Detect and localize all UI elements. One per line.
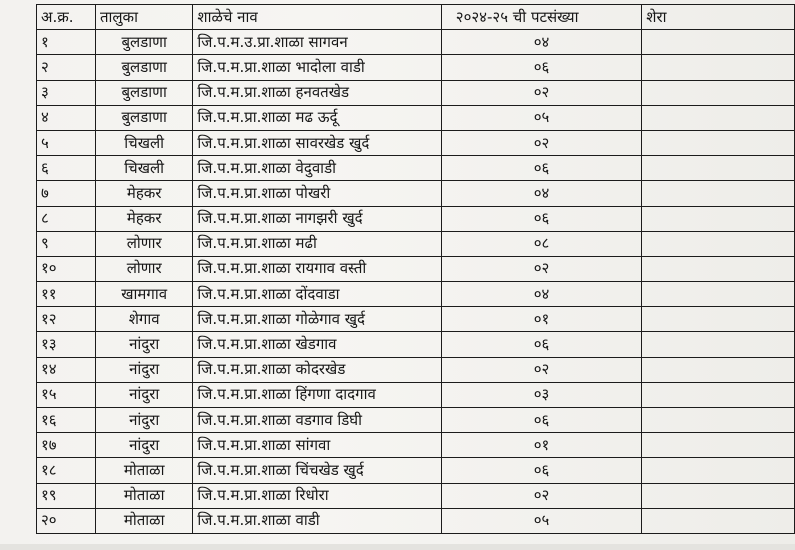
cell-remarks [642,30,795,55]
cell-taluka: लोणार [95,256,192,281]
header-row [37,5,795,30]
cell-student-count: ०४ [441,181,642,206]
table-row [37,80,795,105]
cell-sr-no: १४ [37,357,96,382]
cell-student-count: ०२ [441,130,642,155]
cell-remarks [642,357,795,382]
cell-taluka: बुलडाणा [95,30,192,55]
cell-sr-no: ६ [37,156,96,181]
cell-taluka: खामगाव [95,282,192,307]
cell-remarks [642,458,795,483]
cell-student-count: ०६ [441,206,642,231]
cell-sr-no: १३ [37,332,96,357]
cell-taluka: नांदुरा [95,382,192,407]
cell-taluka: नांदुरा [95,408,192,433]
cell-sr-no: १ [37,30,96,55]
cell-remarks [642,55,795,80]
cell-student-count: ०६ [441,408,642,433]
cell-remarks [642,433,795,458]
cell-taluka: मेहकर [95,181,192,206]
cell-school-name: जि.प.म.उ.प्रा.शाळा सागवन [193,30,441,55]
cell-school-name: जि.प.म.प्रा.शाळा वडगाव डिघी [193,408,441,433]
cell-student-count: ०२ [441,483,642,508]
cell-taluka: चिखली [95,156,192,181]
cell-sr-no: १५ [37,382,96,407]
cell-remarks [642,382,795,407]
table-row [37,30,795,55]
cell-student-count: ०३ [441,382,642,407]
cell-school-name: जि.प.म.प्रा.शाळा सांगवा [193,433,441,458]
cell-taluka: बुलडाणा [95,80,192,105]
cell-remarks [642,156,795,181]
cell-school-name: जि.प.म.प्रा.शाळा नागझरी खुर्द [193,206,441,231]
cell-school-name: जि.प.म.प्रा.शाळा रिधोरा [193,483,441,508]
table-row [37,307,795,332]
cell-school-name: जि.प.म.प्रा.शाळा हनवतखेड [193,80,441,105]
table-row [37,508,795,533]
table-row [37,332,795,357]
header-student-count: २०२४-२५ ची पटसंख्या [441,5,642,30]
cell-student-count: ०४ [441,282,642,307]
cell-school-name: जि.प.म.प्रा.शाळा चिंचखेड खुर्द [193,458,441,483]
table-row [37,483,795,508]
table-row [37,458,795,483]
cell-student-count: ०६ [441,458,642,483]
cell-sr-no: १२ [37,307,96,332]
cell-taluka: मेहकर [95,206,192,231]
cell-student-count: ०५ [441,105,642,130]
cell-taluka: नांदुरा [95,332,192,357]
cell-remarks [642,206,795,231]
cell-taluka: मोताळा [95,458,192,483]
table-body [37,30,795,534]
cell-sr-no: २० [37,508,96,533]
cell-taluka: बुलडाणा [95,55,192,80]
cell-remarks [642,307,795,332]
cell-school-name: जि.प.म.प्रा.शाळा कोदरखेड [193,357,441,382]
cell-remarks [642,282,795,307]
cell-remarks [642,332,795,357]
table-row [37,130,795,155]
cell-taluka: बुलडाणा [95,105,192,130]
table-row [37,156,795,181]
cell-student-count: ०४ [441,30,642,55]
cell-school-name: जि.प.म.प्रा.शाळा सावरखेड खुर्द [193,130,441,155]
cell-school-name: जि.प.म.प्रा.शाळा पोखरी [193,181,441,206]
cell-taluka: लोणार [95,231,192,256]
cell-sr-no: ५ [37,130,96,155]
cell-school-name: जि.प.म.प्रा.शाळा गोळेगाव खुर्द [193,307,441,332]
table-row [37,282,795,307]
cell-remarks [642,256,795,281]
header-taluka: तालुका [95,5,192,30]
school-enrollment-table [36,4,795,534]
cell-remarks [642,408,795,433]
cell-taluka: शेगाव [95,307,192,332]
table-row [37,408,795,433]
cell-student-count: ०५ [441,508,642,533]
cell-taluka: चिखली [95,130,192,155]
cell-school-name: जि.प.म.प्रा.शाळा मढ ऊर्दू [193,105,441,130]
cell-sr-no: ४ [37,105,96,130]
table-row [37,206,795,231]
cell-student-count: ०१ [441,307,642,332]
table-row [37,105,795,130]
cell-student-count: ०६ [441,332,642,357]
cell-student-count: ०८ [441,231,642,256]
page-edge [0,544,795,550]
table-row [37,357,795,382]
header-remarks: शेरा [642,5,795,30]
table-header [37,5,795,30]
cell-student-count: ०२ [441,80,642,105]
cell-sr-no: १० [37,256,96,281]
cell-remarks [642,105,795,130]
cell-sr-no: २ [37,55,96,80]
cell-remarks [642,130,795,155]
table-row [37,433,795,458]
cell-sr-no: ७ [37,181,96,206]
cell-sr-no: १९ [37,483,96,508]
cell-taluka: नांदुरा [95,433,192,458]
cell-student-count: ०६ [441,55,642,80]
cell-taluka: नांदुरा [95,357,192,382]
header-sr-no: अ.क्र. [37,5,96,30]
cell-school-name: जि.प.म.प्रा.शाळा मढी [193,231,441,256]
cell-school-name: जि.प.म.प्रा.शाळा हिंगणा दादगाव [193,382,441,407]
cell-taluka: मोताळा [95,483,192,508]
cell-student-count: ०१ [441,433,642,458]
table-row [37,55,795,80]
cell-student-count: ०६ [441,156,642,181]
cell-remarks [642,181,795,206]
cell-school-name: जि.प.म.प्रा.शाळा रायगाव वस्ती [193,256,441,281]
cell-sr-no: ९ [37,231,96,256]
table-row [37,231,795,256]
cell-sr-no: १७ [37,433,96,458]
cell-school-name: जि.प.म.प्रा.शाळा खेडगाव [193,332,441,357]
cell-remarks [642,483,795,508]
cell-sr-no: १८ [37,458,96,483]
cell-school-name: जि.प.म.प्रा.शाळा दोंदवाडा [193,282,441,307]
cell-sr-no: १६ [37,408,96,433]
cell-remarks [642,508,795,533]
cell-student-count: ०२ [441,256,642,281]
cell-taluka: मोताळा [95,508,192,533]
cell-school-name: जि.प.म.प्रा.शाळा भादोला वाडी [193,55,441,80]
table-row [37,256,795,281]
table-row [37,382,795,407]
cell-student-count: ०२ [441,357,642,382]
cell-remarks [642,231,795,256]
cell-school-name: जि.प.म.प्रा.शाळा वाडी [193,508,441,533]
table-row [37,181,795,206]
cell-sr-no: ८ [37,206,96,231]
cell-sr-no: ३ [37,80,96,105]
cell-sr-no: ११ [37,282,96,307]
header-school-name: शाळेचे नाव [193,5,441,30]
cell-school-name: जि.प.म.प्रा.शाळा वेदुवाडी [193,156,441,181]
cell-remarks [642,80,795,105]
